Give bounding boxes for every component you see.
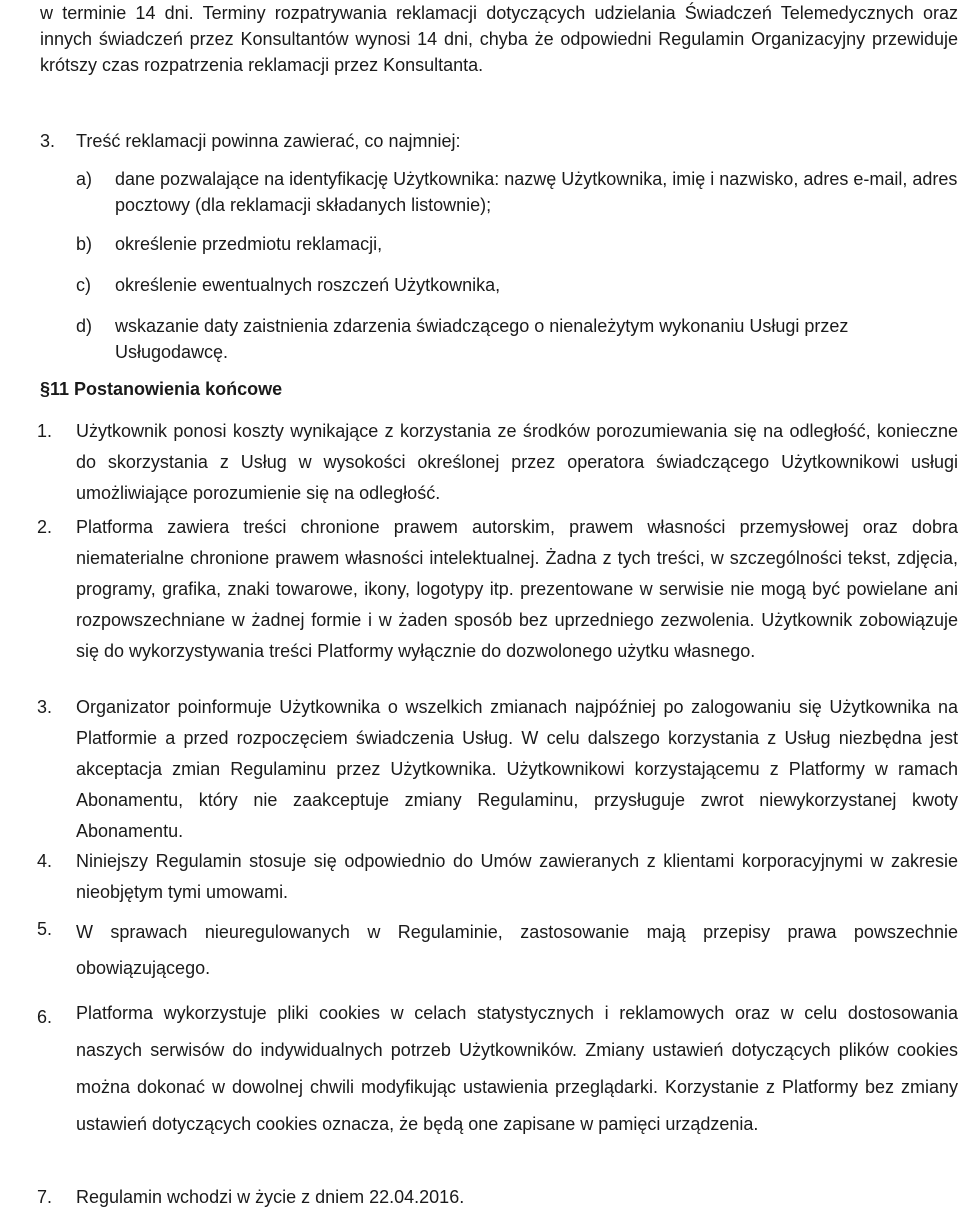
subitem-b-text: określenie przedmiotu reklamacji, [115, 234, 383, 254]
final-item-7-text: Regulamin wchodzi w życie z dniem 22.04.2016. [76, 1187, 465, 1207]
final-item-1-text: Użytkownik ponosi koszty wynikające z korzystania ze środków porozumiewania się na odległość, konieczne do skorzystania z Usług w wysokości określonej przez operatora świadczącego Użytkownikowi usługi umożliwiające porozumienie się na odległość. [76, 421, 958, 503]
final-item-6-text: Platforma wykorzystuje pliki cookies w celach statystycznych i reklamowych oraz w celu dostosowania naszych serwisów do indywidualnych potrzeb Użytkowników. Zmiany ustawień dotyczących plików cookies można dokonać w dowolnej chwili modyfikując ustawienia przeglądarki. Korzystanie z Platformy bez zmiany ustawień dotyczących cookies oznacza, że będą one zapisane w pamięci urządzenia. [76, 1003, 958, 1134]
final-item-4-number: 4. [37, 851, 53, 871]
point-3-number: 3. [40, 131, 56, 151]
subitem-d-text: wskazanie daty zaistnienia zdarzenia świadczącego o nienależytym wykonaniu Usługi przez Usługodawcę. [115, 316, 849, 362]
section-heading: §11 Postanowienia końcowe [40, 379, 283, 399]
subitem-a-text: dane pozwalające na identyfikację Użytkownika: nazwę Użytkownika, imię i nazwisko, adres e-mail, adres pocztowy (dla reklamacji składanych listownie); [115, 169, 958, 215]
subitem-c-label: c) [76, 275, 91, 295]
final-item-1-number: 1. [37, 421, 53, 441]
point-3-text: Treść reklamacji powinna zawierać, co najmniej: [76, 131, 461, 151]
final-item-6-number: 6. [37, 1007, 53, 1027]
final-item-5-text: W sprawach nieuregulowanych w Regulaminie, zastosowanie mają przepisy prawa powszechnie obowiązującego. [76, 922, 958, 978]
intro-paragraph: w terminie 14 dni. Terminy rozpatrywania reklamacji dotyczących udzielania Świadczeń Telemedycznych oraz innych świadczeń przez Konsultantów wynosi 14 dni, chyba że odpowiedni Regulamin Organizacyjny przewiduje krótszy czas rozpatrzenia reklamacji przez Konsultanta. [40, 3, 958, 75]
subitem-c-text: określenie ewentualnych roszczeń Użytkownika, [115, 275, 501, 295]
final-item-7-number: 7. [37, 1187, 53, 1207]
final-item-5-number: 5. [37, 919, 53, 939]
final-item-4-text: Niniejszy Regulamin stosuje się odpowiednio do Umów zawieranych z klientami korporacyjnymi w zakresie nieobjętym tymi umowami. [76, 851, 958, 902]
final-item-3-text: Organizator poinformuje Użytkownika o wszelkich zmianach najpóźniej po zalogowaniu się Użytkownika na Platformie a przed rozpoczęciem świadczenia Usług. W celu dalszego korzystania z Usług niezbędna jest akceptacja zmian Regulaminu przez Użytkownika. Użytkownikowi korzystającemu z Platformy w ramach Abonamentu, który nie zaakceptuje zmiany Regulaminu, przysługuje zwrot niewykorzystanej kwoty Abonamentu. [76, 697, 958, 841]
final-item-3-number: 3. [37, 697, 53, 717]
subitem-d-label: d) [76, 316, 93, 336]
subitem-b-label: b) [76, 234, 93, 254]
final-item-2-text: Platforma zawiera treści chronione prawem autorskim, prawem własności przemysłowej oraz dobra niematerialne chronione prawem własności intelektualnej. Żadna z tych treści, w szczególności tekst, zdjęcia, programy, grafika, znaki towarowe, ikony, logotypy itp. prezentowane w serwisie nie mogą być powielane ani rozpowszechniane w żadnej formie i w żaden sposób bez uprzedniego zezwolenia. Użytkownik zobowiązuje się do wykorzystywania treści Platformy wyłącznie do dozwolonego użytku własnego. [76, 517, 958, 661]
final-item-2-number: 2. [37, 517, 53, 537]
subitem-a-label: a) [76, 169, 93, 189]
